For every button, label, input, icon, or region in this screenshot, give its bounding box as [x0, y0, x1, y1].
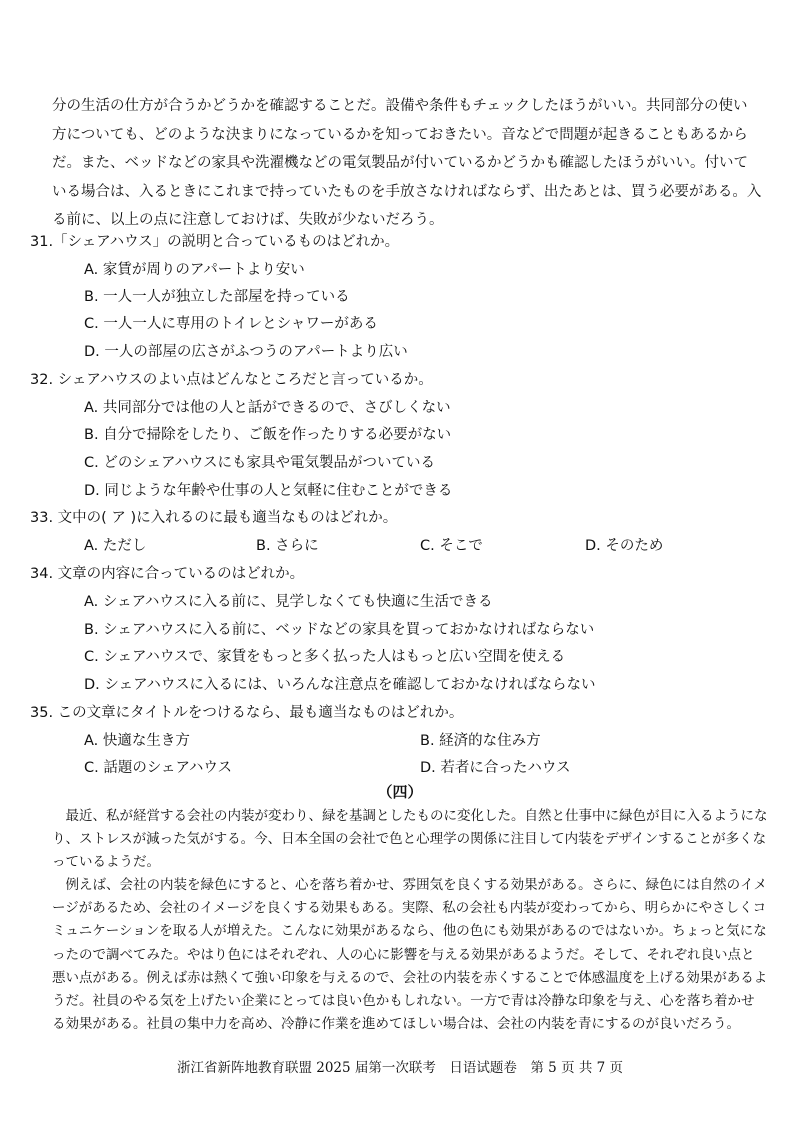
question-34-option-c: C. シェアハウスで、家賃をもっと多く払った人はもっと広い空間を使える — [84, 649, 566, 665]
question-32-stem: 32. シェアハウスのよい点はどんなところだと言っているか。 — [30, 372, 433, 388]
question-32-option-b: B. 自分で掃除をしたり、ご飯を作ったりする必要がない — [84, 427, 452, 443]
question-34-option-b: B. シェアハウスに入る前に、ベッドなどの家具を買っておかなければならない — [84, 622, 595, 638]
question-31-option-d: D. 一人の部屋の広さがふつうのアパートより広い — [84, 344, 408, 360]
passage-paragraph: 最近、私が経営する会社の内装が変わり、緑を基調としたものに変化した。自然と仕事中に緑色が目に入るようになり、ストレスが減った気がする。今、日本全国の会社で色と心理学の関係に注目して内装をデザインすることが多くなっているようだ。 — [52, 808, 768, 871]
question-33-option-c: C. そこで — [420, 538, 483, 554]
intro-paragraph: 分の生活の仕方が合うかどうかを確認することだ。設備や条件もチェックしたほうがいい。共同部分の使い方についても、どのような決まりになっているかを知っておきたい。音などで問題が起きることもあるからだ。また、ベッドなどの家具や洗濯機などの電気製品が付いているかどうかも確認したほうがいい。付いている場合は、入るときにこれまで持っていたものを手放さなければならず、出たあとは、買う必要がある。入る前に、以上の点に注意しておけば、失敗が少ないだろう。 — [52, 98, 762, 228]
question-31-option-a: A. 家賃が周りのアパートより安い — [84, 262, 305, 278]
question-32-option-d: D. 同じような年齢や仕事の人と気軽に住むことができる — [84, 483, 453, 499]
question-32-option-c: C. どのシェアハウスにも家具や電気製品がついている — [84, 455, 435, 471]
question-35-option-b: B. 経済的な住み方 — [420, 733, 541, 749]
question-34-option-d: D. シェアハウスに入るには、いろんな注意点を確認しておかなければならない — [84, 677, 596, 693]
question-32-option-a: A. 共同部分では他の人と話ができるので、さびしくない — [84, 400, 451, 416]
question-35-option-d: D. 若者に合ったハウス — [420, 760, 571, 776]
question-33-option-d: D. そのため — [585, 538, 664, 554]
question-31-option-b: B. 一人一人が独立した部屋を持っている — [84, 289, 350, 305]
page-footer: 浙江省新阵地教育联盟 2025 届第一次联考 日语试题卷 第 5 页 共 7 页 — [176, 1060, 624, 1076]
question-33-stem: 33. 文中の( ア )に入れるのに最も適当なものはどれか。 — [30, 510, 398, 526]
question-33-option-a: A. ただし — [84, 538, 147, 554]
question-31-stem: 31.「シェアハウス」の説明と合っているものはどれか。 — [30, 234, 400, 250]
question-34-stem: 34. 文章の内容に合っているのはどれか。 — [30, 566, 305, 582]
question-35-option-c: C. 話題のシェアハウス — [84, 760, 232, 776]
passage-paragraph: 例えば、会社の内装を緑色にすると、心を落ち着かせ、雰囲気を良くする効果がある。さらに、緑色には自然のイメージがあるため、会社のイメージを良くする効果もある。実際、私の会社も内装が変わってから、明らかにやさしくコミュニケーションを取る人が増えた。こんなに効果があるなら、他の色にも効果があるのではないか。ちょっと気になったので調べてみた。やはり色にはそれぞれ、人の心に影響を与える効果があるようだ。そして、それぞれ良い点と悪い点がある。例えば赤は熱くて強い印象を与えるので、会社の内装を赤くすることで体感温度を上げる効果があるようだ。社員のやる気を上げたい企業にとっては良い色かもしれない。一方で青は冷静な印象を与え、心を落ち着かせる効果がある。社員の集中力を高め、冷静に作業を進めてほしい場合は、会社の内装を青にするのが良いだろう。 — [52, 877, 768, 1032]
question-31-option-c: C. 一人一人に専用のトイレとシャワーがある — [84, 316, 378, 332]
question-35-option-a: A. 快適な生き方 — [84, 733, 190, 749]
reading-passage — [52, 805, 768, 1036]
section-title: （四） — [377, 783, 423, 801]
question-34-option-a: A. シェアハウスに入る前に、見学しなくても快適に生活できる — [84, 594, 493, 610]
question-35-stem: 35. この文章にタイトルをつけるなら、最も適当なものはどれか。 — [30, 705, 464, 721]
question-33-option-b: B. さらに — [256, 538, 319, 554]
